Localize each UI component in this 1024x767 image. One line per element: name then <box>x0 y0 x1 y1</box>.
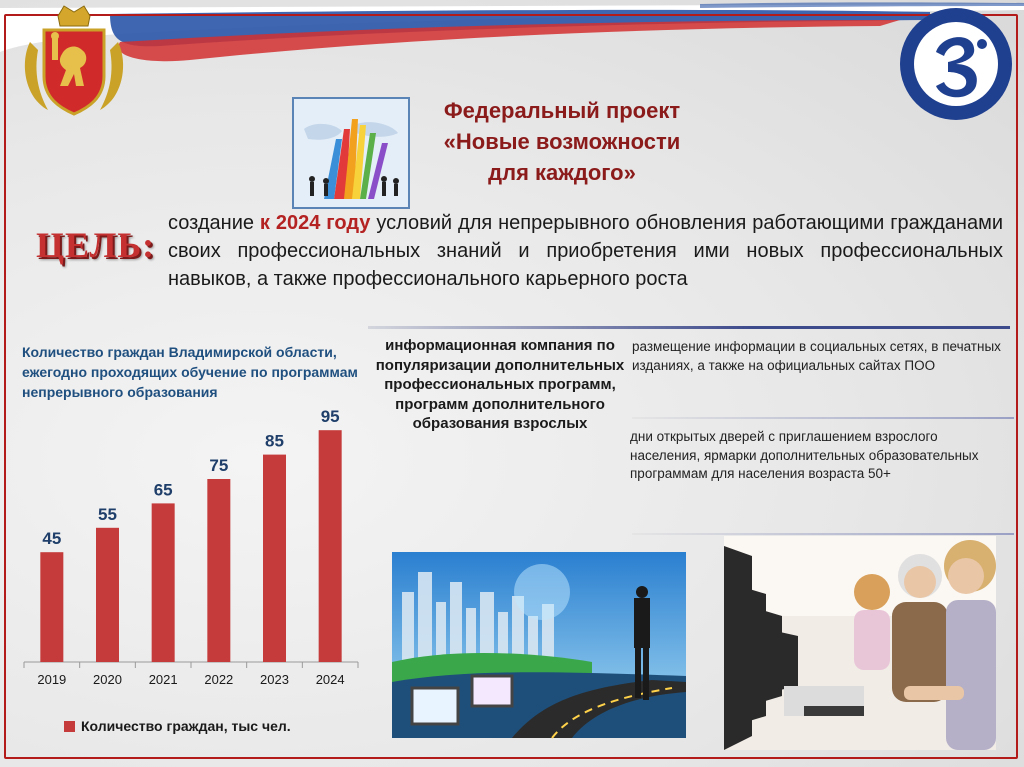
chart-legend <box>64 718 291 734</box>
section-divider <box>368 326 1010 329</box>
goal-text-start: создание <box>168 212 260 234</box>
legend-swatch <box>64 721 75 732</box>
bar-chart <box>18 407 363 700</box>
seniors-computers-icon <box>724 536 996 750</box>
seniors-computers-photo <box>724 536 996 750</box>
data-label-2023: 85 <box>265 431 284 451</box>
tick-label-2020: 2020 <box>93 672 122 687</box>
measure-divider <box>632 533 1014 535</box>
data-label-2020: 55 <box>98 504 117 524</box>
project-image <box>292 97 410 209</box>
tick-label-2023: 2023 <box>260 672 289 687</box>
chart-title: Количество граждан Владимирской области, ежегодно проходящих обучение по программам непрерывного образования <box>22 344 358 400</box>
people-arrows-icon <box>294 99 408 207</box>
bar-2021 <box>152 503 175 662</box>
city-road-photo <box>392 552 686 738</box>
bar-2023 <box>263 455 286 662</box>
bar-2020 <box>96 528 119 662</box>
goal-text-end: условий для непрерывного обновления работающими гражданами своих профессиональных знаний и приобретения ими новых профессиональных навыков, а также профессионального карьерного роста <box>168 212 1003 290</box>
institute-emblem-icon <box>896 4 1016 124</box>
tick-label-2021: 2021 <box>148 672 178 687</box>
coat-of-arms-icon <box>18 2 130 122</box>
bar-2019 <box>40 552 63 662</box>
measure-open-days: дни открытых дверей с приглашением взрослого населения, ярмарки дополнительных образовательных программам для населения возраста 50+ <box>630 429 979 481</box>
data-label-2019: 45 <box>42 529 62 549</box>
project-title: Федеральный проект «Новые возможности для каждого» <box>443 98 681 185</box>
campaign-description: информационная компания по популяризации дополнительных профессиональных программ, программ дополнительного образования взрослых <box>375 337 625 432</box>
data-label-2024: 95 <box>320 407 340 427</box>
city-road-icon <box>392 552 686 738</box>
bar-2022 <box>207 479 230 662</box>
goal-deadline-highlight: к 2024 году <box>259 212 371 234</box>
goal-text <box>168 209 1003 293</box>
measure-divider <box>632 417 1014 419</box>
data-label-2022: 75 <box>209 456 229 475</box>
goal-label: ЦЕЛЬ: <box>36 225 156 265</box>
legend-label: Количество граждан, тыс чел. <box>81 718 291 734</box>
measure-social-media: размещение информации в социальных сетях, в печатных изданиях, а также на официальных сайтах ПОО <box>632 339 1001 373</box>
tick-label-2022: 2022 <box>204 672 234 687</box>
data-label-2021: 65 <box>153 480 173 500</box>
bar-2024 <box>319 430 342 662</box>
tick-label-2019: 2019 <box>37 672 67 687</box>
tick-label-2024: 2024 <box>315 672 345 687</box>
